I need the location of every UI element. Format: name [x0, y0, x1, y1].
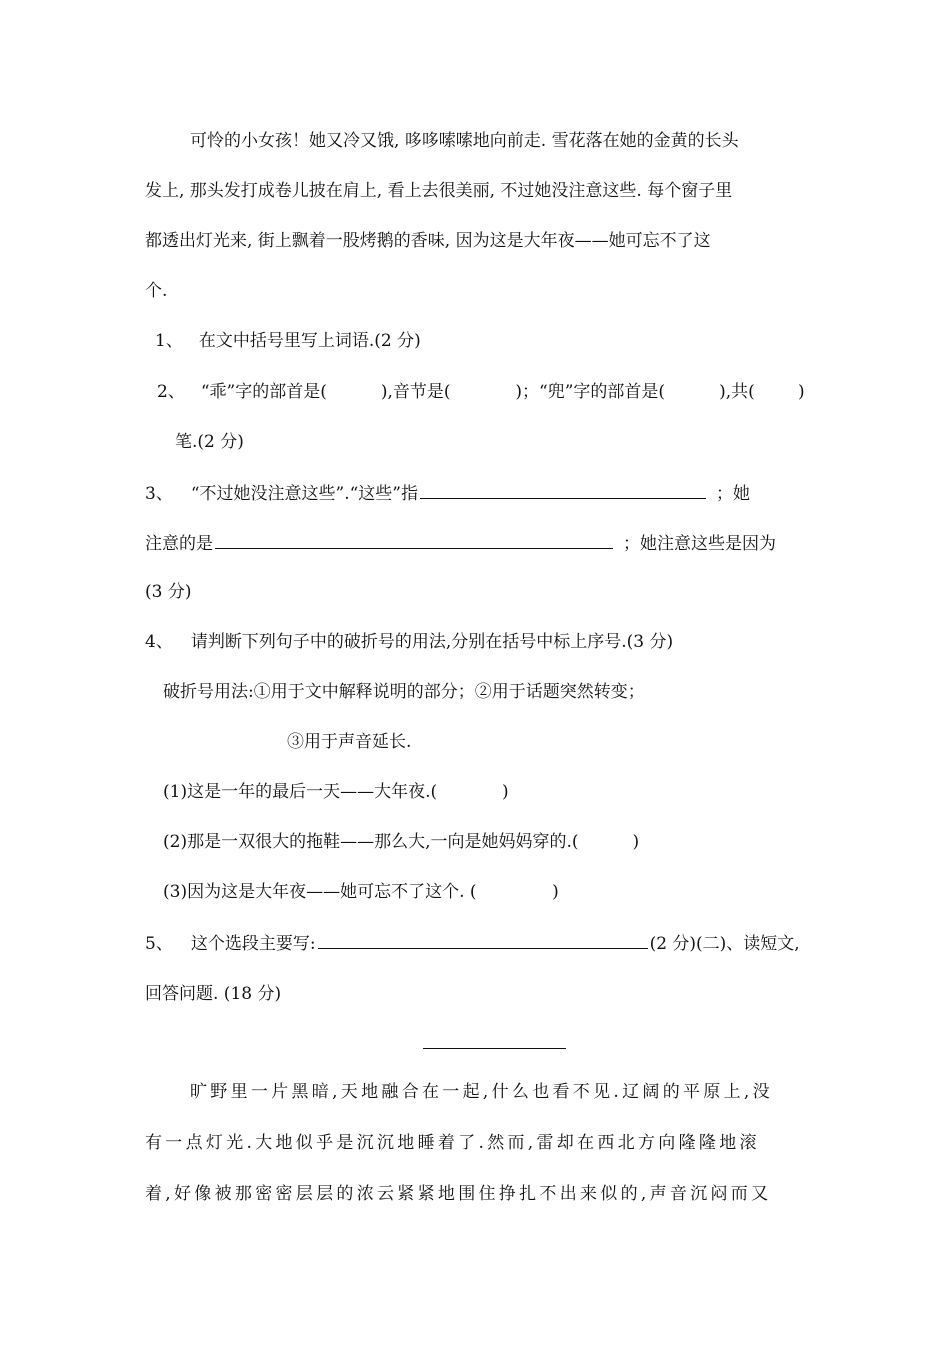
- passage1-line4: 个.: [145, 281, 168, 301]
- question-3-score: (3 分): [145, 582, 192, 602]
- question-3-line2: [145, 530, 776, 556]
- question-5-line2: 回答问题. (18 分): [145, 984, 282, 1004]
- passage1-line3: 都透出灯光来, 街上飘着一股烤鹅的香味, 因为这是大年夜——她可忘不了这: [145, 231, 711, 251]
- question-2-continuation: 笔.(2 分): [175, 432, 244, 452]
- question-3-reason-label: ；她注意这些是因为: [623, 534, 776, 554]
- dash-usage-list: 破折号用法:①用于文中解释说明的部分；②用于话题突然转变；: [163, 682, 645, 702]
- question-3-noticed-label: 注意的是: [145, 534, 213, 554]
- title-blank-line[interactable]: [423, 1048, 566, 1049]
- passage2-line1: 旷野里一片黑暗,天地融合在一起,什么也看不见.辽阔的平原上,没: [190, 1082, 773, 1102]
- question-3-tail: ；她: [716, 484, 750, 504]
- sentence-1: (1)这是一年的最后一天——大年夜.( ): [163, 782, 509, 802]
- sentence-3: (3)因为这是大年夜——她可忘不了这个. ( ): [163, 882, 559, 902]
- passage2-line3: 着,好像被那密密层层的浓云紧紧地围住挣扎不出来似的,声音沉闷而又: [145, 1184, 772, 1204]
- passage1-line2: 发上, 那头发打成卷儿披在肩上, 看上去很美丽, 不过她没注意这些. 每个窗子里: [145, 181, 733, 201]
- question-3: [145, 480, 750, 506]
- question-1: [155, 329, 421, 353]
- answer-blank-these[interactable]: [420, 480, 706, 499]
- question-5: [145, 930, 800, 956]
- question-4-text: 请判断下列句子中的破折号的用法,分别在括号中标上序号.(3 分): [190, 632, 674, 652]
- passage2-line2: 有一点灯光.大地似乎是沉沉地睡着了.然而,雷却在西北方向隆隆地滚: [145, 1133, 760, 1153]
- question-5-prompt: 这个选段主要写:: [190, 934, 316, 954]
- answer-blank-main-idea[interactable]: [318, 930, 648, 949]
- question-3-prompt: “不过她没注意这些”.“这些”指: [190, 484, 418, 504]
- question-2-number: 2、: [157, 382, 185, 402]
- question-2-text: “乖”字的部首是( ),音节是( )；“兜”字的部首是( ),共( ): [200, 382, 805, 402]
- question-4: [145, 630, 673, 654]
- question-2: [157, 380, 805, 404]
- dash-usage-3: ③用于声音延长.: [287, 732, 412, 752]
- passage1-line1: 可怜的小女孩！她又冷又饿, 哆哆嗦嗦地向前走. 雪花落在她的金黄的长头: [190, 131, 739, 151]
- answer-blank-noticed[interactable]: [215, 530, 613, 549]
- question-5-number: 5、: [145, 934, 173, 954]
- question-4-number: 4、: [145, 632, 173, 652]
- question-1-number: 1、: [155, 331, 183, 351]
- question-1-text: 在文中括号里写上词语.(2 分): [198, 331, 421, 351]
- question-3-number: 3、: [145, 484, 173, 504]
- sentence-2: (2)那是一双很大的拖鞋——那么大,一向是她妈妈穿的.( ): [163, 832, 640, 852]
- question-5-tail: (2 分)(二)、读短文,: [649, 934, 800, 954]
